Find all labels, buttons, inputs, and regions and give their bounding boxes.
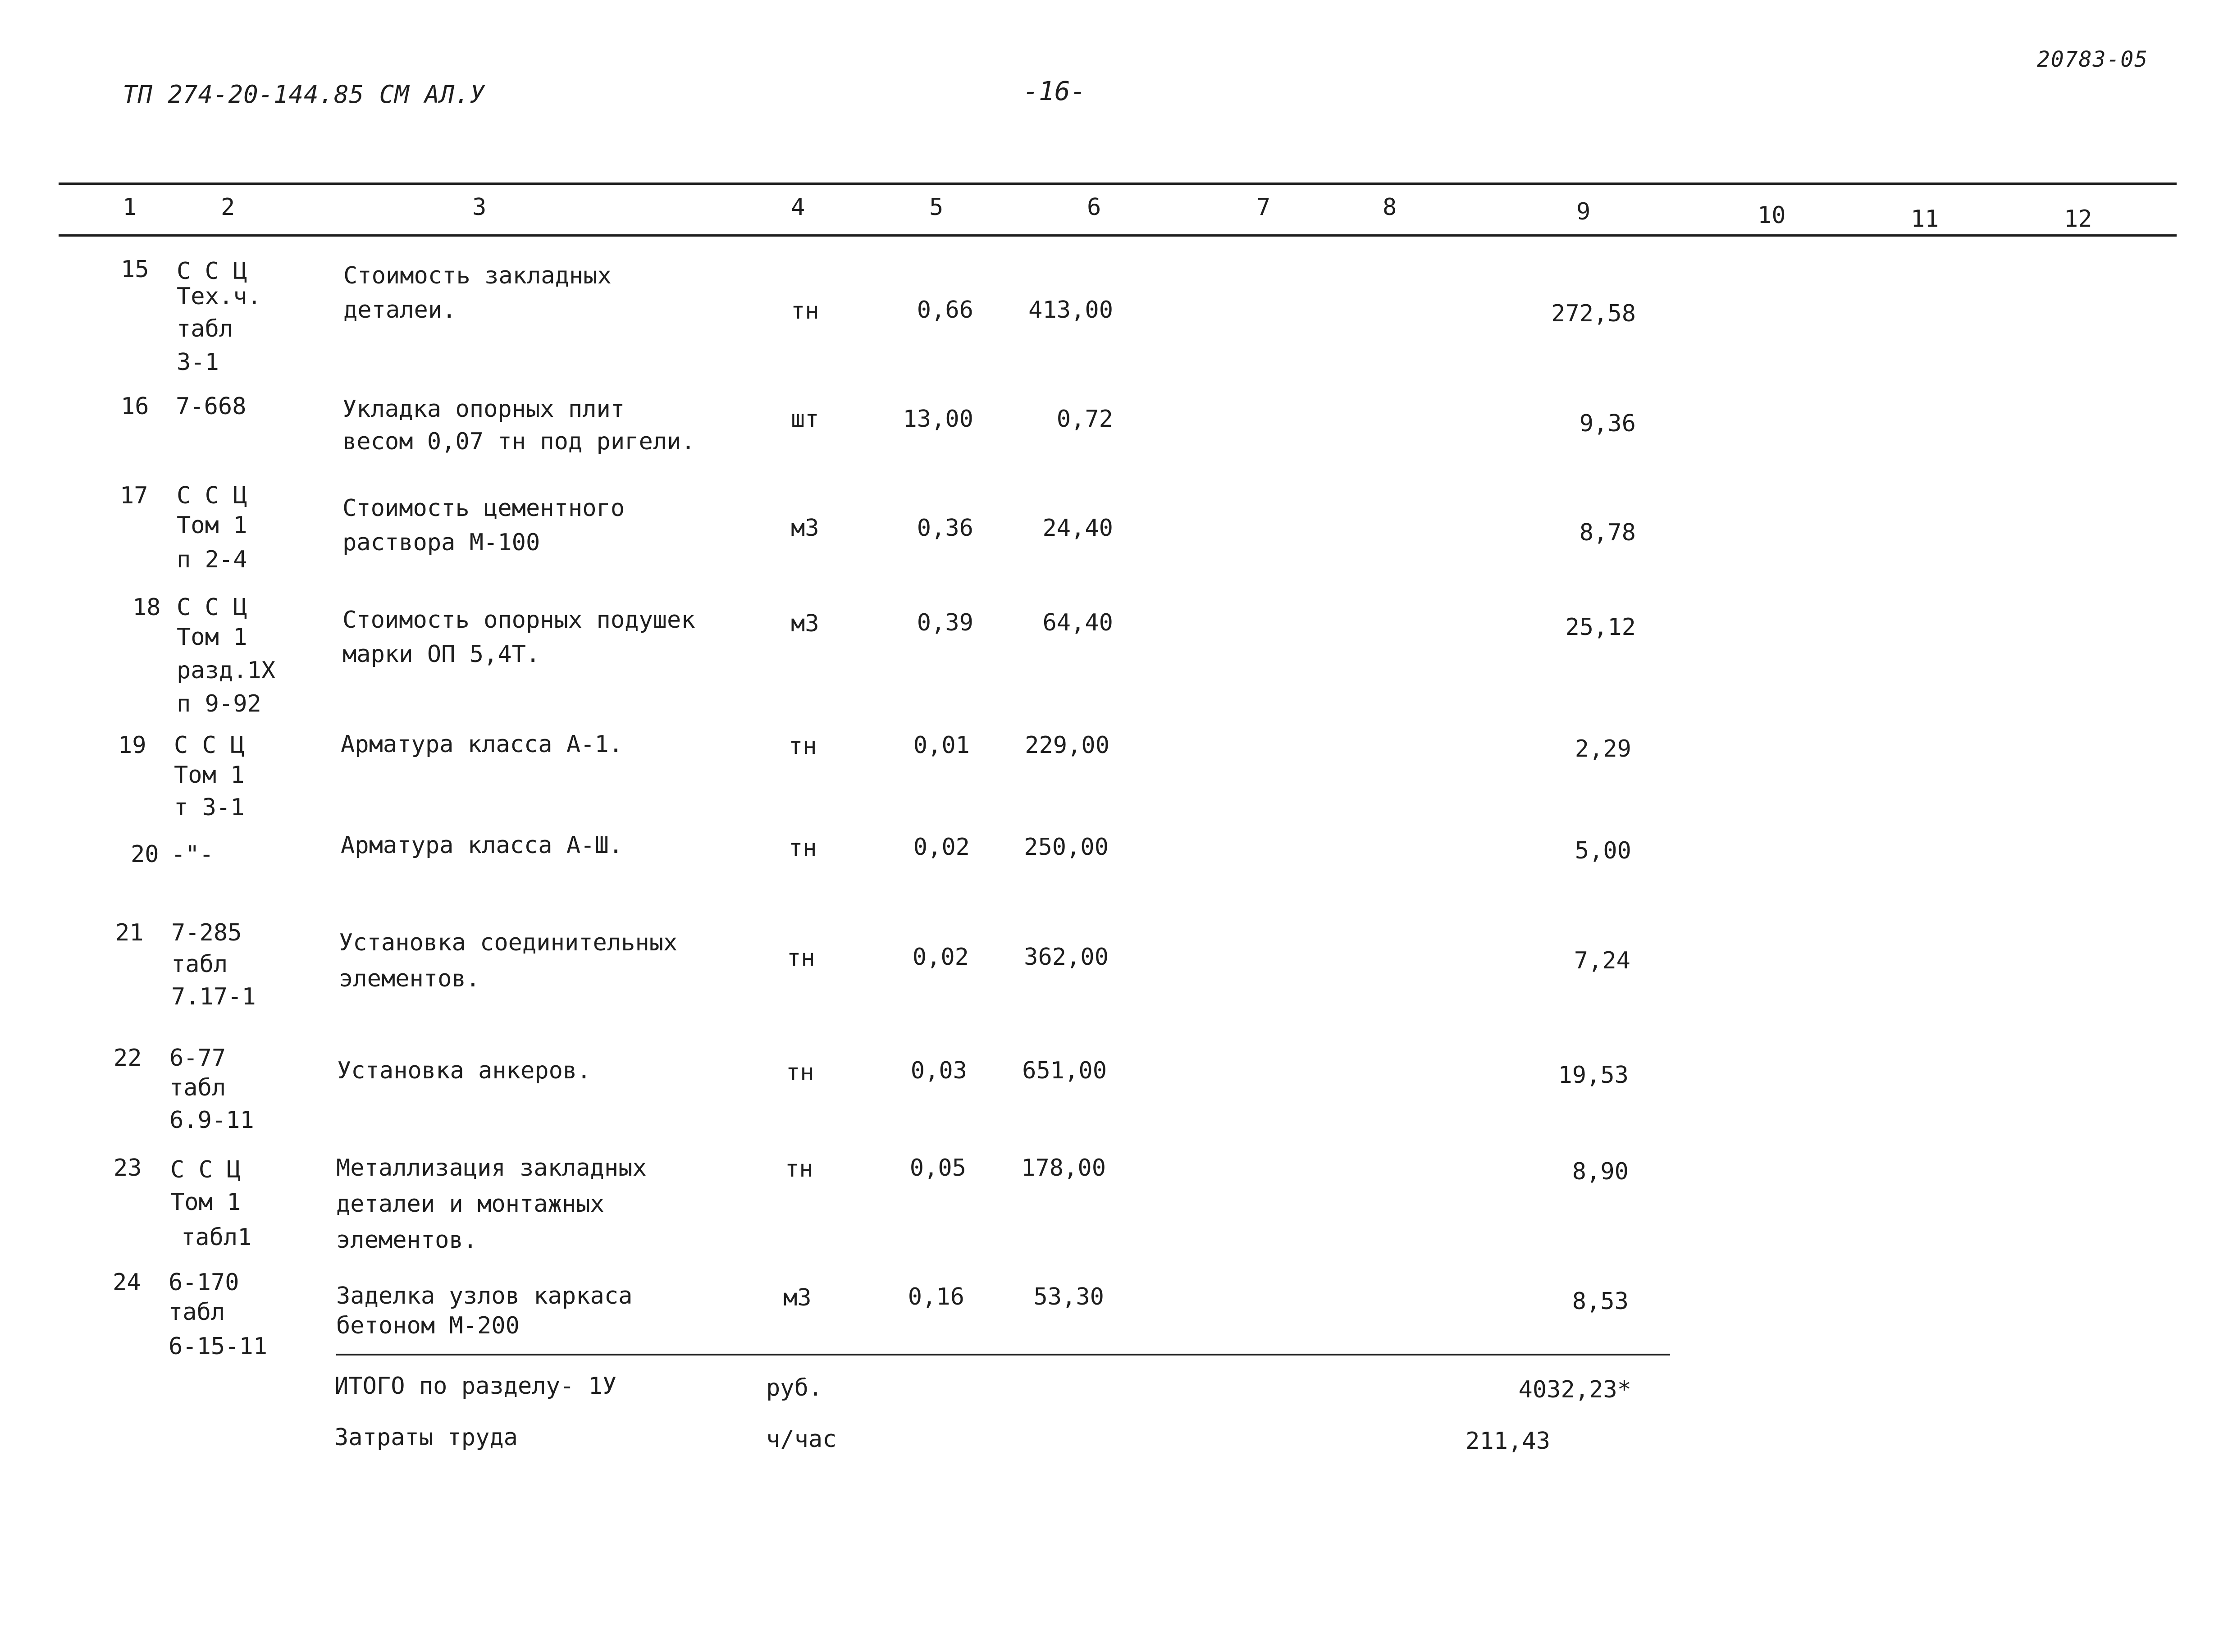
item-name-line: Заделка узлов каркаса [336, 1282, 633, 1310]
document-code: ТП 274-20-144.85 СМ АЛ.У [123, 80, 485, 109]
code-line: разд.1Х [177, 657, 276, 684]
item-name-line: Установка соединительных [339, 929, 678, 956]
item-name-line: деталеи. [343, 297, 457, 324]
code-line: 7.17-1 [171, 983, 256, 1010]
summary-rule [336, 1354, 1670, 1355]
column-header-rule [59, 234, 2177, 237]
unit-price: 0,72 [1056, 406, 1113, 433]
row-number: 20 [131, 841, 159, 868]
code-line: С С Ц [177, 482, 247, 509]
item-name-line: Арматура класса А-1. [341, 731, 623, 758]
item-name-line: весом 0,07 тн под ригели. [342, 428, 695, 455]
code-line: т 3-1 [174, 794, 245, 821]
row-number: 19 [118, 732, 146, 759]
code-line: 7-285 [171, 919, 242, 946]
code-line: табл1 [181, 1224, 252, 1251]
column-number: 8 [1383, 194, 1397, 221]
item-name-line: элементов. [339, 965, 480, 992]
column-number: 2 [221, 194, 235, 221]
labor-label: Затраты труда [334, 1424, 518, 1451]
quantity: 0,36 [917, 515, 973, 542]
item-name-line: марки ОП 5,4Т. [342, 641, 540, 668]
unit: м3 [783, 1284, 812, 1311]
unit-price: 651,00 [1022, 1057, 1107, 1084]
table-top-rule [59, 183, 2177, 185]
total-value: 4032,23* [1518, 1376, 1631, 1403]
column-number: 12 [2064, 205, 2092, 233]
total-label: ИТОГО по разделу- 1У [334, 1373, 617, 1400]
code-line: 3-1 [177, 349, 219, 376]
total-cost: 25,12 [1565, 614, 1636, 641]
item-name-line: Металлизация закладных [336, 1155, 647, 1182]
code-line: табл [171, 951, 228, 978]
code-line: табл [169, 1299, 225, 1326]
labor-value: 211,43 [1465, 1428, 1550, 1455]
item-name-line: бетоном М-200 [336, 1312, 520, 1339]
unit-price: 413,00 [1028, 297, 1113, 324]
code-line: Том 1 [170, 1189, 241, 1216]
row-number: 17 [120, 482, 148, 509]
quantity: 0,01 [913, 732, 970, 759]
unit: тн [789, 835, 817, 862]
code-line: табл [169, 1074, 226, 1101]
total-unit: руб. [766, 1374, 823, 1401]
unit: м3 [791, 610, 819, 637]
column-number: 9 [1576, 198, 1591, 225]
quantity: 0,05 [909, 1155, 966, 1182]
row-number: 24 [113, 1269, 141, 1296]
page-number: -16- [1023, 76, 1086, 106]
unit: тн [787, 945, 815, 972]
total-cost: 7,24 [1574, 947, 1630, 974]
code-line: Тех.ч. [177, 283, 261, 310]
quantity: 0,66 [917, 297, 973, 324]
unit-price: 362,00 [1024, 944, 1109, 971]
column-number: 4 [791, 194, 805, 221]
row-number: 23 [114, 1155, 142, 1182]
unit: тн [791, 297, 819, 324]
row-number: 22 [114, 1045, 142, 1072]
code-line: 6.9-11 [169, 1107, 254, 1134]
item-name-line: Стоимость опорных подушек [342, 607, 695, 634]
quantity: 0,02 [913, 834, 970, 861]
total-cost: 9,36 [1579, 410, 1636, 437]
archive-number: 20783-05 [2037, 47, 2149, 72]
row-number: 21 [115, 919, 144, 946]
code-line: п 2-4 [177, 546, 247, 573]
row-number: 18 [132, 594, 161, 621]
column-number: 11 [1911, 205, 1939, 233]
code-line: С С Ц [177, 258, 247, 285]
unit: шт [791, 406, 819, 433]
code-line: табл [177, 315, 233, 342]
quantity: 13,00 [903, 406, 973, 433]
column-number: 7 [1256, 194, 1271, 221]
unit: тн [786, 1059, 814, 1086]
quantity: 0,03 [910, 1057, 967, 1084]
unit-price: 250,00 [1024, 834, 1109, 861]
quantity: 0,02 [912, 944, 969, 971]
code-line: С С Ц [170, 1156, 241, 1183]
code-line: п 9-92 [177, 690, 261, 717]
code-line: 6-170 [169, 1269, 239, 1296]
quantity: 0,16 [908, 1283, 964, 1310]
total-cost: 8,53 [1572, 1288, 1629, 1315]
labor-unit: ч/час [766, 1426, 837, 1453]
unit-price: 178,00 [1021, 1155, 1106, 1182]
code-line: Том 1 [177, 512, 247, 539]
item-name-line: деталеи и монтажных [336, 1191, 604, 1218]
total-cost: 19,53 [1558, 1062, 1629, 1089]
row-number: 16 [121, 393, 149, 420]
code-line: Том 1 [174, 762, 245, 789]
code-line: -"- [171, 841, 214, 868]
item-name-line: Арматура класса А-Ш. [341, 832, 623, 859]
code-line: 6-15-11 [169, 1333, 268, 1360]
unit-price: 229,00 [1025, 732, 1109, 759]
column-number: 10 [1758, 202, 1786, 229]
code-line: Том 1 [177, 624, 247, 651]
code-line: 7-668 [176, 393, 247, 420]
quantity: 0,39 [917, 609, 973, 636]
unit: тн [785, 1155, 813, 1182]
column-number: 3 [472, 194, 487, 221]
item-name-line: элементов. [336, 1227, 478, 1254]
unit-price: 64,40 [1042, 609, 1113, 636]
unit: м3 [791, 515, 819, 542]
total-cost: 2,29 [1575, 735, 1631, 762]
row-number: 15 [121, 256, 149, 283]
total-cost: 272,58 [1551, 300, 1636, 327]
column-number: 6 [1087, 194, 1101, 221]
unit-price: 53,30 [1033, 1283, 1104, 1310]
unit-price: 24,40 [1042, 515, 1113, 542]
unit: тн [789, 733, 817, 760]
code-line: С С Ц [177, 594, 247, 621]
total-cost: 8,78 [1579, 519, 1636, 546]
item-name-line: Стоимость цементного [342, 495, 625, 522]
code-line: С С Ц [174, 732, 245, 759]
column-number: 1 [123, 194, 137, 221]
item-name-line: Укладка опорных плит [342, 396, 625, 423]
item-name-line: Стоимость закладных [343, 262, 612, 289]
code-line: 6-77 [169, 1045, 226, 1072]
item-name-line: Установка анкеров. [337, 1057, 591, 1084]
total-cost: 5,00 [1575, 837, 1631, 864]
column-number: 5 [929, 194, 944, 221]
item-name-line: раствора М-100 [342, 529, 540, 556]
total-cost: 8,90 [1572, 1158, 1629, 1185]
